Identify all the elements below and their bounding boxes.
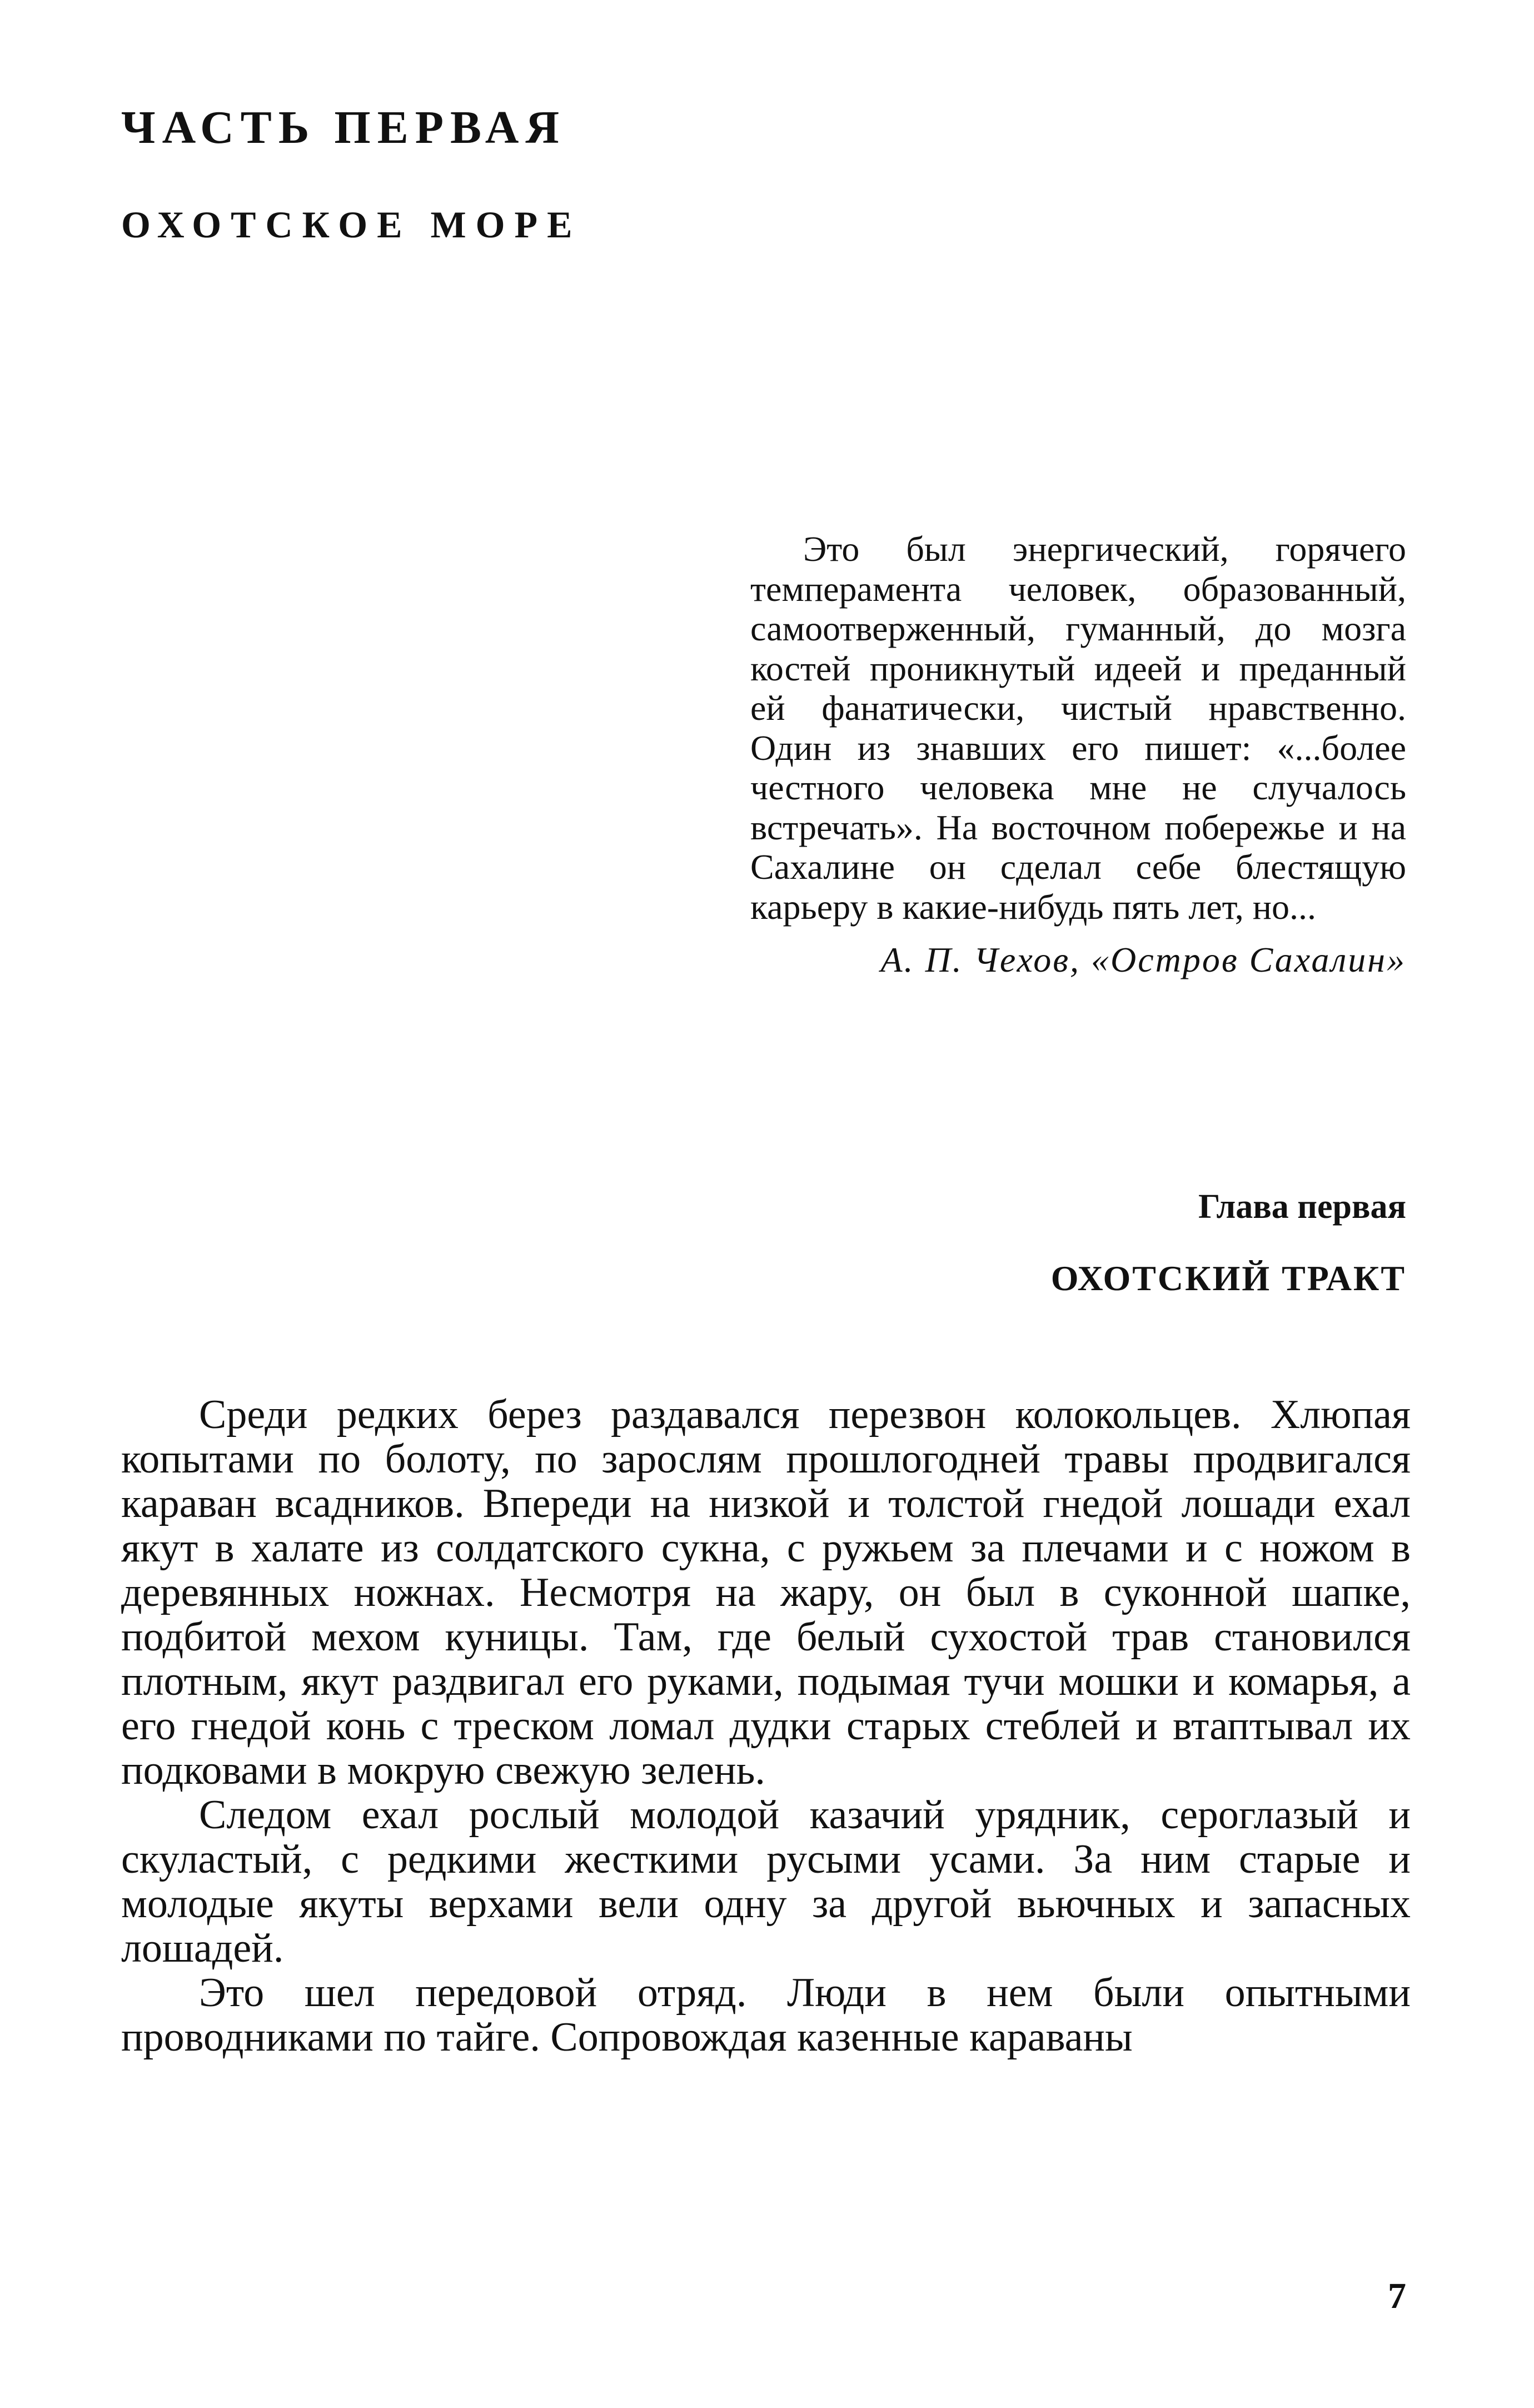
chapter-title: ОХОТСКИЙ ТРАКТ xyxy=(1050,1258,1406,1298)
chapter-label: Глава первая xyxy=(1198,1188,1406,1226)
part-subtitle: ОХОТСКОЕ МОРЕ xyxy=(121,203,582,246)
epigraph-text: Это был энергический, горячего темперамента человек, образованный, самоотверженный, гуманный, до мозга костей проникнутый идеей и преданный ей фанатически, чистый нравственно. Один из знавших его пишет: «...более честного человека мне не случалось встречать». На восточном побережье и на Сахалине он сделал себе блестящую карьеру в какие-нибудь пять лет, но... xyxy=(750,529,1406,927)
epigraph xyxy=(750,529,1406,982)
part-title: ЧАСТЬ ПЕРВАЯ xyxy=(121,102,566,153)
body-text xyxy=(121,1392,1411,2059)
paragraph: Это шел передовой отряд. Люди в нем были опытными проводниками по тайге. Сопровождая казенные караваны xyxy=(121,1970,1411,2060)
paragraph: Следом ехал рослый молодой казачий урядник, сероглазый и скуластый, с редкими жесткими русыми усами. За ним старые и молодые якуты верхами вели одну за другой вьючных и запасных лошадей. xyxy=(121,1792,1411,1971)
page-number: 7 xyxy=(1388,2276,1406,2316)
paragraph: Среди редких берез раздавался перезвон колокольцев. Хлюпая копытами по болоту, по зарослям прошлогодней травы продвигался караван всадников. Впереди на низкой и толстой гнедой лошади ехал якут в халате из солдатского сукна, с ружьем за плечами и с ножом в деревянных ножнах. Несмотря на жару, он был в суконной шапке, подбитой мехом куницы. Там, где белый сухостой трав становился плотным, якут раздвигал его руками, подымая тучи мошки и комарья, а его гнедой конь с треском ломал дудки старых стеблей и втаптывал их подковами в мокрую свежую зелень. xyxy=(121,1392,1411,1793)
epigraph-author: А. П. Чехов, «Остров Сахалин» xyxy=(880,940,1406,979)
